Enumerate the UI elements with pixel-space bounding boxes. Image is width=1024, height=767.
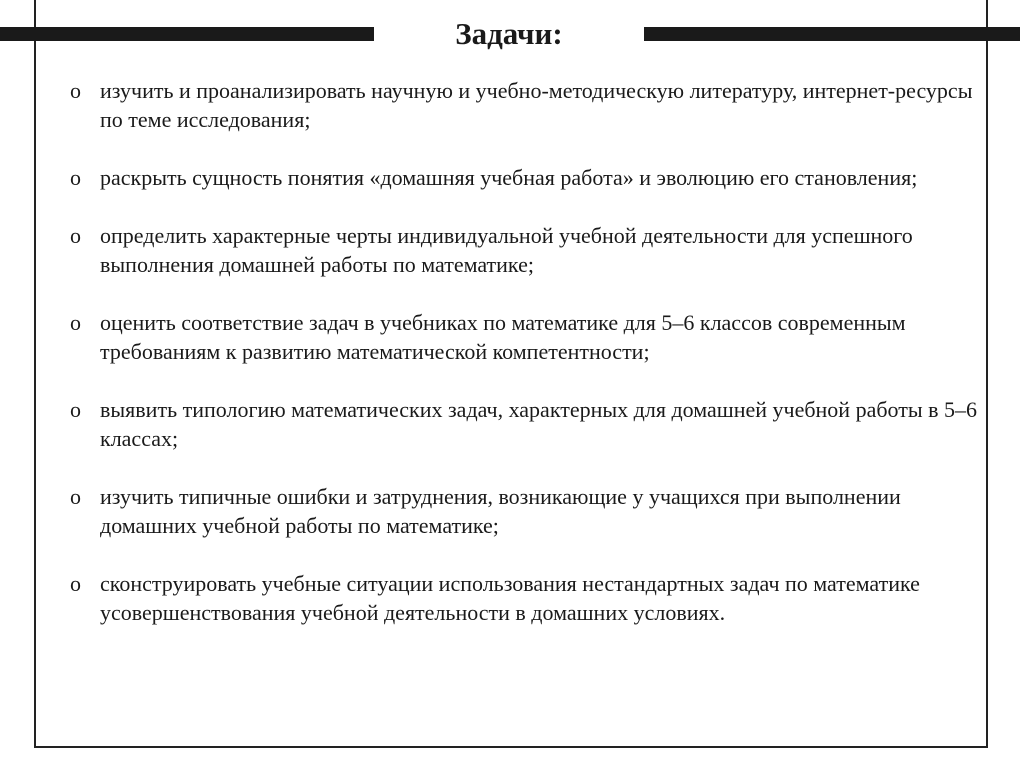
task-item <box>62 395 992 453</box>
bullet-icon: o <box>70 223 81 248</box>
task-list <box>62 76 992 627</box>
task-item <box>62 163 992 192</box>
task-text: изучить и проанализировать научную и учебно-методическую литературу, интернет-ресурсы по теме исследования; <box>100 78 973 132</box>
task-text: выявить типологию математических задач, характерных для домашней учебной работы в 5–6 классах; <box>100 397 978 451</box>
slide-title: Задачи: <box>455 16 563 51</box>
task-text: раскрыть сущность понятия «домашняя учебная работа» и эволюцию его становления; <box>100 165 918 190</box>
task-item <box>62 482 992 540</box>
bullet-icon: o <box>70 484 81 509</box>
bullet-icon: o <box>70 78 81 103</box>
task-text: оценить соответствие задач в учебниках по математике для 5–6 классов современным требованиям к развитию математической компетентности; <box>100 310 906 364</box>
bullet-icon: o <box>70 310 81 335</box>
task-item <box>62 221 992 279</box>
bullet-icon: o <box>70 571 81 596</box>
task-item <box>62 76 992 134</box>
task-item <box>62 308 992 366</box>
header-bar-left <box>0 27 374 41</box>
bullet-icon: o <box>70 165 81 190</box>
bullet-icon: o <box>70 397 81 422</box>
task-item <box>62 569 992 627</box>
header-bar-right <box>644 27 1020 41</box>
task-text: изучить типичные ошибки и затруднения, возникающие у учащихся при выполнении домашних учебной работы по математике; <box>100 484 901 538</box>
task-text: определить характерные черты индивидуальной учебной деятельности для успешного выполнения домашней работы по математике; <box>100 223 913 277</box>
task-text: сконструировать учебные ситуации использования нестандартных задач по математике усовершенствования учебной деятельности в домашних условиях. <box>100 571 920 625</box>
